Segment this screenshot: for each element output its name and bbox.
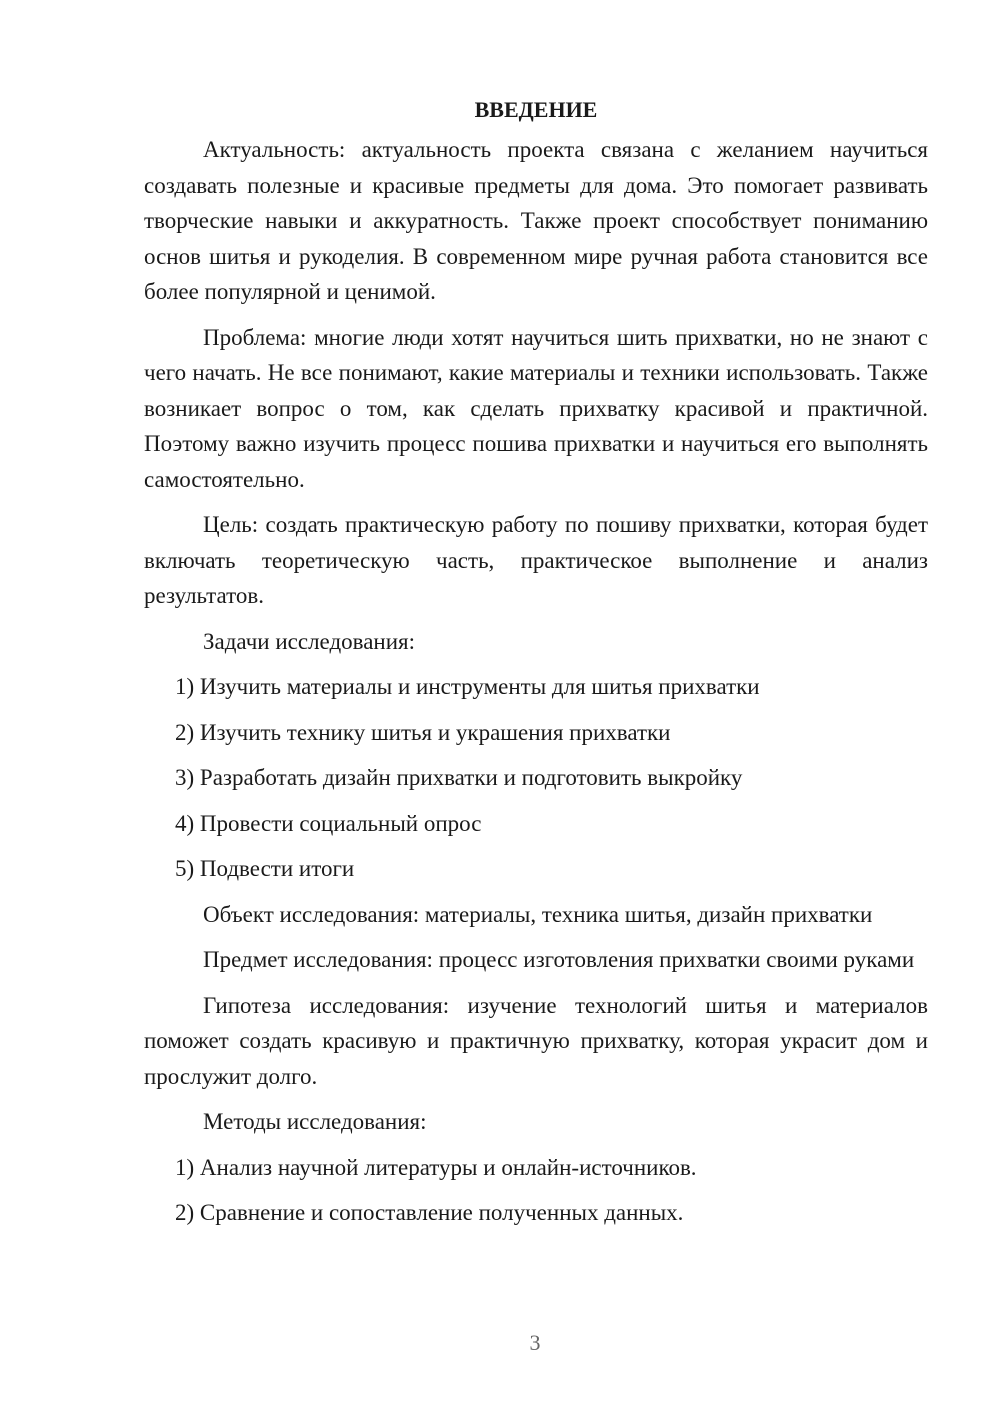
- list-item: 5) Подвести итоги: [175, 856, 355, 881]
- page-number: 3: [529, 1330, 541, 1355]
- list-item: 2) Сравнение и сопоставление полученных данных.: [175, 1200, 684, 1225]
- methods-label: Методы исследования:: [203, 1109, 427, 1134]
- methods-list: [144, 1150, 928, 1231]
- list-item: 3) Разработать дизайн прихватки и подготовить выкройку: [175, 765, 743, 790]
- document-page: [144, 90, 928, 1241]
- list-item: 2) Изучить технику шитья и украшения прихватки: [175, 719, 671, 745]
- tasks-label: Задачи исследования:: [203, 628, 416, 654]
- page-title: ВВЕДЕНИЕ: [474, 97, 598, 122]
- hypothesis-paragraph: Гипотеза исследования: изучение технологий шитья и материалов поможет создать красивую и практичную прихватку, которая украсит дом и прослужит долго.: [144, 992, 928, 1089]
- problem-paragraph: Проблема: многие люди хотят научиться шить прихватки, но не знают с чего начать. Не все понимают, какие материалы и техники использовать. Также возникает вопрос о том, как сделать прихватку красивой и практичной. Поэтому важно изучить процесс пошива прихватки и научиться его выполнять самостоятельно.: [144, 324, 928, 492]
- object-paragraph: Объект исследования: материалы, техника шитья, дизайн прихватки: [203, 901, 873, 927]
- subject-paragraph: Предмет исследования: процесс изготовления прихватки своими руками: [203, 947, 915, 972]
- list-item: 1) Анализ научной литературы и онлайн-источников.: [175, 1154, 697, 1180]
- tasks-list: [144, 669, 928, 887]
- list-item: 4) Провести социальный опрос: [175, 810, 482, 836]
- goal-paragraph: Цель: создать практическую работу по пошиву прихватки, которая будет включать теоретическую часть, практическое выполнение и анализ результатов.: [144, 512, 928, 608]
- relevance-paragraph: Актуальность: актуальность проекта связана с желанием научиться создавать полезные и красивые предметы для дома. Это помогает развивать творческие навыки и аккуратность. Также проект способствует пониманию основ шитья и рукоделия. В современном мире ручная работа становится все более популярной и ценимой.: [144, 137, 928, 304]
- list-item: 1) Изучить материалы и инструменты для шитья прихватки: [175, 674, 760, 699]
